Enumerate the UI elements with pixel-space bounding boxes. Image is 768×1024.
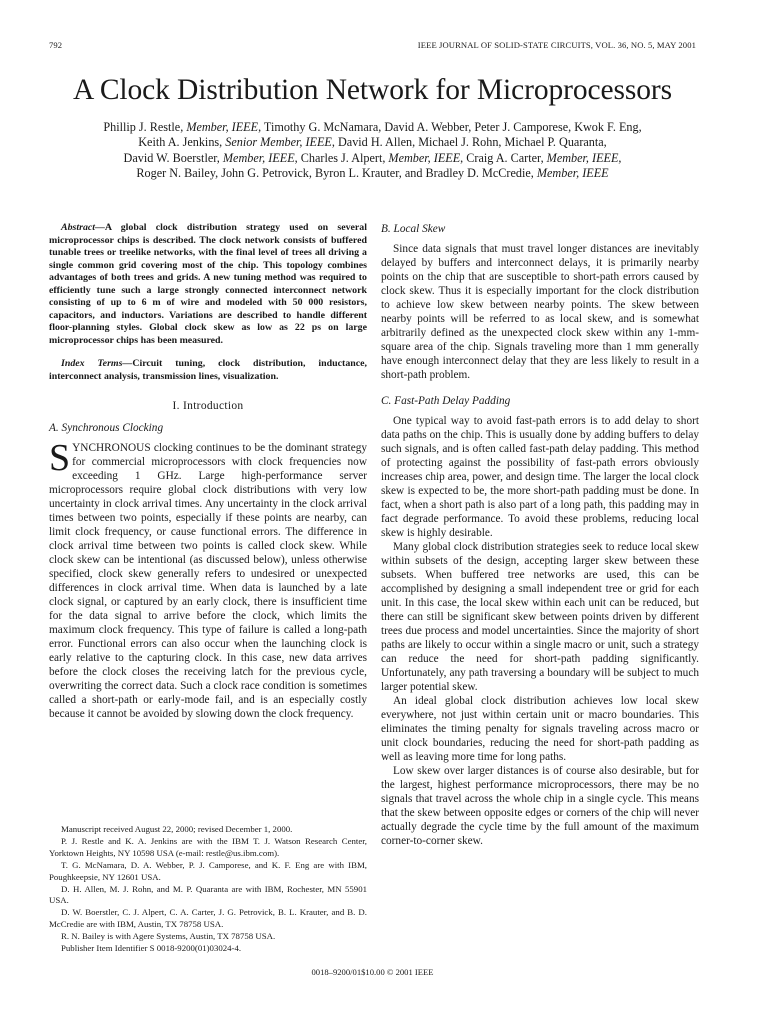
footnotes: [49, 824, 367, 955]
body-paragraph: Many global clock distribution strategies seek to reduce local skew within subsets of the design, accepting larger skew between these subsets. When buffered tree networks are used, this can be accomplished by designing a small independent tree or grid for each unit. In this case, the local skew within each unit can be reduced, but there can still be significant skew between points driven by different trees due process and model uncertainties. Since the majority of short paths are likely to occur within a single macro or unit, such a strategy can reduce the need for short-path padding significantly. Unfortunately, any path traversing a boundary will be subject to much larger potential skew.: [381, 541, 699, 693]
author-text: David W. Boerstler,: [123, 150, 220, 165]
body-paragraph: Since data signals that must travel longer distances are inevitably delayed by buffers and interconnect delays, it is primarily nearby points on the chip that are susceptible to short-path errors caused by clock skew. Thus it is especially important for the clock distribution to achieve low skew between nearby points. The skew between nearby points will be referred to as local skew, and is somewhat arbitrarily defined as the unexpected clock skew within any 1-mm-square area of the chip. Signals traveling more than 1 mm generally have enough interconnect delay that they are less likely to result in a short-path problem.: [381, 243, 699, 381]
author-membership: Member, IEEE: [222, 150, 295, 165]
author-list: [40, 120, 705, 181]
intro-paragraph-text: YNCHRONOUS clocking continues to be the dominant strategy for commercial microprocessors with clock frequencies now exceeding 1 GHz. Large high-performance server microprocessors require global clock distributions with very low uncertainty in clock arrival times. Any uncertainty in the clock arrival times between two points, especially if these points are nearby, can limit clock frequency, or cause functional errors. The difference in clock arrival time between two points is called clock skew. While clock skew can be intentional (as discussed below), unless otherwise specified, clock skew generally refers to undesired or unexpected differences in clock arrival time. When data is launched by a late clock signal, or captured by an early clock, there is insufficient time for the data signal to arrive before the clock, which limits the maximum clock frequency. This type of failure is called a long-path error. Functional errors can also occur when the launching clock is early relative to the capturing clock. In this case, new data arrives before the clock closes the receiving latch for the previous cycle, overwriting the correct data. Such a clock race condition is sometimes called a short-path or early-mode fail, and is an especially costly because it cannot be avoided by slowing down the clock frequency.: [49, 442, 367, 720]
index-terms: [49, 358, 367, 383]
subsection-heading-synchronous-clocking: A. Synchronous Clocking: [49, 422, 164, 434]
section-heading-introduction: I. Introduction: [172, 400, 244, 412]
author-membership: Member, IEEE: [388, 150, 461, 165]
author-membership: Senior Member, IEEE: [225, 135, 332, 150]
footnote: P. J. Restle and K. A. Jenkins are with the IBM T. J. Watson Research Center, Yorktown Heights, NY 10598 USA (e-mail: restle@us.ibm.com).: [49, 835, 367, 858]
footnote: D. W. Boerstler, C. J. Alpert, C. A. Carter, J. G. Petrovick, B. L. Krauter, and B. D. McCredie are with IBM, Austin, TX 78758 USA.: [49, 907, 367, 930]
author-text: , Timothy G. McNamara, David A. Webber, Peter J. Camporese, Kwok F. Eng,: [258, 120, 642, 134]
body-paragraph: An ideal global clock distribution achieves low local skew everywhere, not just within certain unit or macro boundaries. This eliminates the timing penalty for signals traveling across macro or unit clock boundaries, reducing the need for short-path padding as well as leaving more time for long paths.: [381, 695, 699, 763]
author-membership: Member, IEEE: [536, 165, 609, 180]
journal-header: IEEE JOURNAL OF SOLID-STATE CIRCUITS, VOL. 36, NO. 5, MAY 2001: [417, 40, 696, 50]
copyright-footer: 0018–9200/01$10.00 © 2001 IEEE: [311, 967, 434, 977]
abstract: [49, 222, 367, 347]
author-line-2: [40, 135, 705, 150]
footnote: Publisher Item Identifier S 0018-9200(01)03024-4.: [61, 943, 242, 954]
drop-cap: S: [49, 437, 71, 479]
body-paragraph: One typical way to avoid fast-path errors is to add delay to short data paths on the chip. This is usually done by adding buffers to delay such signals, and is often called fast-path delay padding. This method of protecting against the possibility of fast-path errors obviously increases chip area, power, and design time. The larger the local clock skew is expected to be, the more short-path padding must be done. In fact, when a short path is also part of a long path, this padding may in fact degrade performance. To avoid these problems, reducing local skew is highly desirable.: [381, 415, 699, 539]
footnote: T. G. McNamara, D. A. Webber, P. J. Camporese, and K. F. Eng are with IBM, Poughkeepsie, NY 12601 USA.: [49, 859, 367, 882]
author-line-1: [40, 120, 705, 135]
left-column: [49, 222, 367, 721]
subsection-heading-local-skew: B. Local Skew: [381, 223, 446, 235]
body-paragraph: Low skew over larger distances is of course also desirable, but for the largest, highest performance microprocessors, there may be no signals that travel across the whole chip in a single cycle. This means that the skew between opposite edges or corners of the chip will never actually degrade the cycle time by the full amount of the maximum corner-to-corner skew.: [381, 765, 699, 847]
index-terms-label: Index Terms—: [61, 358, 133, 369]
author-text: Phillip J. Restle,: [103, 120, 184, 134]
author-text: , Charles J. Alpert,: [294, 150, 386, 165]
author-line-4: [40, 166, 705, 181]
abstract-text: A global clock distribution strategy used on several microprocessor chips is described. The clock network consists of buffered tunable trees or treelike networks, with the final level of trees all driving a single common grid covering most of the chip. This topology combines advantages of both trees and grids. A new tuning method was required to efficiently tune such a large strongly connected interconnect network consisting of up to 6 m of wire and modeled with 50 000 resistors, capacitors, and inductors. Variations are described to handle different floor-planning styles. Global clock skew as low as 22 ps on large microprocessor chips has been measured.: [49, 222, 367, 346]
abstract-label: Abstract—: [61, 222, 105, 233]
subsection-heading-fast-path: C. Fast-Path Delay Padding: [381, 395, 511, 407]
author-line-3: [40, 151, 705, 166]
index-terms-text: Circuit tuning, clock distribution, inductance, interconnect analysis, transmission lines, visualization.: [49, 358, 367, 382]
page-number: 792: [49, 40, 63, 50]
author-membership: Member, IEEE: [186, 120, 259, 134]
paper-title: A Clock Distribution Network for Microprocessors: [72, 74, 673, 106]
footnote: Manuscript received August 22, 2000; revised December 1, 2000.: [61, 824, 293, 834]
author-text: Keith A. Jenkins,: [138, 135, 223, 150]
author-text: , David H. Allen, Michael J. Rohn, Michael P. Quaranta,: [331, 135, 607, 150]
author-text: Roger N. Bailey, John G. Petrovick, Byron L. Krauter, and Bradley D. McCredie,: [136, 165, 534, 180]
footnote: R. N. Bailey is with Agere Systems, Austin, TX 78758 USA.: [61, 931, 276, 942]
author-membership: Member, IEEE,: [546, 150, 622, 165]
author-text: , Craig A. Carter,: [460, 150, 544, 165]
right-column: [381, 222, 699, 848]
intro-paragraph: [49, 437, 367, 721]
footnote: D. H. Allen, M. J. Rohn, and M. P. Quaranta are with IBM, Rochester, MN 55901 USA.: [49, 883, 367, 906]
